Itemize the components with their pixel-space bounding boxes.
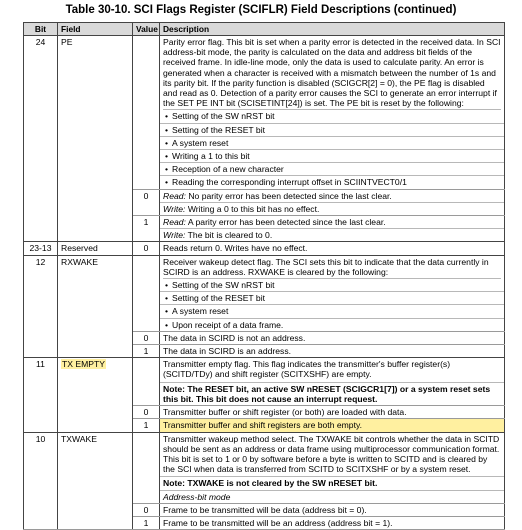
txwake-note: Note: TXWAKE is not cleared by the SW nRESET bit. — [160, 476, 504, 488]
rxwake-clear-list — [163, 278, 501, 331]
value-cell — [133, 36, 160, 190]
value-cell: 0 — [133, 503, 160, 516]
pe-reset-list — [163, 109, 501, 188]
list-item: • Setting of the SW nRST bit — [160, 110, 504, 123]
table-header-row — [24, 23, 505, 36]
description-cell: Transmitter buffer or shift register (or both) are loaded with data. — [160, 406, 505, 419]
header-value: Value — [133, 23, 160, 36]
header-bit: Bit — [24, 23, 58, 36]
pe-intro: Parity error flag. This bit is set when a parity error is detected in the received data. In SCI address-bit mode, the parity is calculated on the data and address bit fields of the received frame. In idle-line mode, only the data is used to calculate parity. An error is generated when a character is received with a mismatch between the number of 1s and its parity bit. If the parity function is disabled (SCIGCR[2] = 0), the PE flag is disabled and read as 0. Detection of a parity error causes the SCI to generate an error interrupt if the SET PE INT bit (SCISETINT[24]) is set. The PE bit is reset by the following: — [163, 37, 501, 109]
list-item: • Writing a 1 to this bit — [160, 150, 504, 163]
list-item: • Reading the corresponding interrupt offset in SCIINTVECT0/1 — [160, 176, 504, 188]
field-cell — [58, 358, 133, 432]
value-cell: 1 — [133, 216, 160, 242]
value-cell: 0 — [133, 242, 160, 255]
table-title: Table 30-10. SCI Flags Register (SCIFLR) Field Descriptions (continued) — [65, 4, 457, 16]
description-cell: Transmitter wakeup method select. The TXWAKE bit controls whether the data in SCITD should be sent as an address or data frame using multiprocessor communication format. This bit is set to 1 or 0 by software before a byte is written to SCITD and is cleared by the SCI when data is transferred from SCITD to SCITXSHF or by a system reset. Note: TXWAKE is not cleared by the SW nRESET bit. Address-bit mode — [160, 432, 505, 503]
description-cell: Frame to be transmitted will be data (address bit = 0). — [160, 503, 505, 516]
field-descriptions-table — [23, 22, 505, 530]
table-row-pe-main — [24, 36, 505, 190]
field-cell: TXWAKE — [58, 432, 133, 530]
list-item: • Reception of a new character — [160, 163, 504, 176]
rxwake-intro: Receiver wakeup detect flag. The SCI sets this bit to indicate that the data currently in SCIRD is an address. RXWAKE is cleared by the following: — [163, 256, 489, 277]
table-row-reserved — [24, 242, 505, 255]
table-row-txempty-main — [24, 358, 505, 406]
txempty-note: Note: The RESET bit, an active SW nRESET (SCIGCR1[7]) or a system reset sets this bit. This bit does not cause an interrupt request. — [160, 382, 504, 404]
value-cell — [133, 432, 160, 503]
value-cell: 1 — [133, 419, 160, 432]
description-cell: The data in SCIRD is not an address. — [160, 331, 505, 344]
description-cell: Read: No parity error has been detected since the last clear. Write: Writing a 0 to this bit has no effect. — [160, 189, 505, 215]
table-row-txwake-main — [24, 432, 505, 503]
description-cell: Read: A parity error has been detected since the last clear. Write: The bit is cleared to 0. — [160, 216, 505, 242]
value-cell: 1 — [133, 516, 160, 529]
value-cell: 0 — [133, 406, 160, 419]
field-cell: PE — [58, 36, 133, 242]
list-item: • Upon receipt of a data frame. — [160, 319, 504, 331]
bit-cell: 23-13 — [24, 242, 58, 255]
list-item: • A system reset — [160, 305, 504, 318]
description-cell — [160, 255, 505, 331]
table-row-rxwake-main — [24, 255, 505, 331]
description-cell: Reads return 0. Writes have no effect. — [160, 242, 505, 255]
field-cell: Reserved — [58, 242, 133, 255]
bit-cell: 11 — [24, 358, 58, 432]
list-item: • Setting of the RESET bit — [160, 124, 504, 137]
header-description: Description — [160, 23, 505, 36]
header-field: Field — [58, 23, 133, 36]
value-cell — [133, 255, 160, 331]
list-item: • A system reset — [160, 137, 504, 150]
description-cell: Frame to be transmitted will be an address (address bit = 1). — [160, 516, 505, 529]
value-cell: 0 — [133, 331, 160, 344]
list-item: • Setting of the SW nRST bit — [160, 279, 504, 292]
field-cell: RXWAKE — [58, 255, 133, 358]
value-cell: 1 — [133, 345, 160, 358]
description-cell: The data in SCIRD is an address. — [160, 345, 505, 358]
highlighted-description-cell: Transmitter buffer and shift registers are both empty. — [160, 419, 505, 432]
value-cell: 0 — [133, 189, 160, 215]
bit-cell: 12 — [24, 255, 58, 358]
txwake-mode: Address-bit mode — [160, 490, 504, 502]
bit-cell: 10 — [24, 432, 58, 530]
value-cell — [133, 358, 160, 406]
bit-cell: 24 — [24, 36, 58, 242]
description-cell: Transmitter empty flag. This flag indicates the transmitter's buffer register(s) (SCITD/TDy) and shift register (SCITXSHF) are empty. Note: The RESET bit, an active SW nRESET (SCIGCR1[7]) or a system reset sets this bit. This bit does not cause an interrupt request. — [160, 358, 505, 406]
highlighted-field-name: TX EMPTY — [62, 359, 105, 370]
list-item: • Setting of the RESET bit — [160, 292, 504, 305]
description-cell — [160, 36, 505, 190]
